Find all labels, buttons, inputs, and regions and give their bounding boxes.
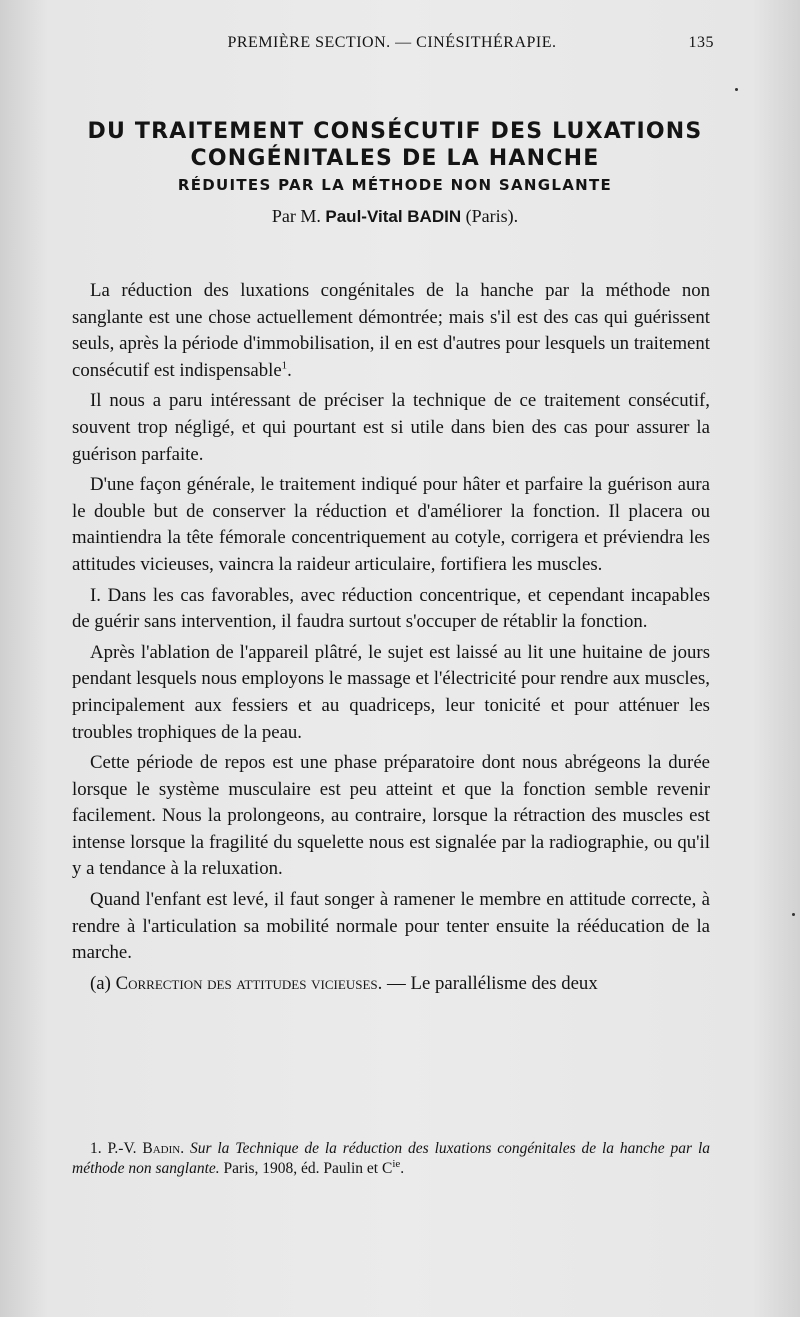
running-title: PREMIÈRE SECTION. — CINÉSITHÉRAPIE. xyxy=(227,34,557,51)
page-number: 135 xyxy=(688,34,714,51)
byline-suffix: (Paris). xyxy=(465,206,519,226)
byline xyxy=(60,203,730,230)
article-subtitle: RÉDUITES PAR LA MÉTHODE NON SANGLANTE xyxy=(177,176,613,194)
paragraph-8 xyxy=(72,971,710,998)
footnote-1 xyxy=(72,1139,710,1179)
paragraph-1-text: La réduction des luxations congénitales de la hanche par la méthode non sanglante est une chose actuellement démontrée; mais s'il est des cas qui guérissent seuls, après la période d'immobilisation, il en est d'autres pour lesquels un traitement consécutif est indispensable xyxy=(72,280,710,381)
footnote-publication-sup: ie xyxy=(392,1157,401,1170)
paragraph-2: Il nous a paru intéressant de préciser la technique de ce traitement consécutif, souvent trop négligé, et qui pourtant est si utile dans bien des cas pour assurer la guérison parfaite. xyxy=(72,390,710,465)
paragraph-1-end: . xyxy=(287,359,292,381)
paragraph-5: Après l'ablation de l'appareil plâtré, le sujet est laissé au lit une huitaine de jours pendant lesquels nous employons le massage et l'électricité pour rendre aux muscles, principalement aux fessiers et au quadriceps, leur tonicité et pour atténuer les troubles trophiques de la peau. xyxy=(72,641,710,743)
footnote-publication: Paris, 1908, éd. Paulin et C xyxy=(223,1160,393,1177)
paragraph-4: I. Dans les cas favorables, avec réduction concentrique, et cependant incapables de guérir sans intervention, il faudra surtout s'occuper de rétablir la fonction. xyxy=(72,584,710,633)
footnote xyxy=(72,1139,710,1179)
byline-prefix: Par M. xyxy=(271,206,321,226)
footnote-title: Sur la Technique de la réduction des luxations congénitales de la hanche par la méthode non sanglante. xyxy=(72,1140,711,1177)
paragraph-6: Cette période de repos est une phase préparatoire dont nous abrégeons la durée lorsque le système musculaire est peu atteint et que la fonction semble revenir facilement. Nous la prolongeons, au contraire, lorsque la rétraction des muscles est intense lorsque la fragilité du squelette nous est signalée par la radiographie, ou qu'il y a tendance à la reluxation. xyxy=(72,752,710,880)
paragraph-3: D'une façon générale, le traitement indiqué pour hâter et parfaire la guérison aura le double but de conserver la réduction et d'améliorer la fonction. Il placera ou maintiendra la tête fémorale concentriquement au cotyle, corrigera et préviendra les attitudes vicieuses, vaincra la raideur articulaire, fortifiera les muscles. xyxy=(72,474,710,575)
running-head xyxy=(70,34,714,58)
paragraph-1 xyxy=(72,278,710,384)
print-speck xyxy=(735,88,738,91)
footnote-ref: 1 xyxy=(281,359,288,372)
article-title-line-1: DU TRAITEMENT CONSÉCUTIF DES LUXATIONS xyxy=(87,119,703,144)
author-name: Paul-Vital BADIN xyxy=(325,207,462,226)
paragraph-8-text: — Le parallélisme des deux xyxy=(387,972,598,994)
article-title-block xyxy=(60,118,730,230)
section-label: (a) xyxy=(90,972,111,994)
article-title-line-2: CONGÉNITALES DE LA HANCHE xyxy=(190,146,600,171)
footnote-author: P.-V. Badin. xyxy=(107,1140,185,1157)
print-speck xyxy=(792,913,795,916)
footnote-number: 1. xyxy=(90,1140,102,1157)
section-heading: Correction des attitudes vicieuses. xyxy=(115,972,383,994)
footnote-publication-end: . xyxy=(400,1160,405,1177)
paragraph-7: Quand l'enfant est levé, il faut songer à ramener le membre en attitude correcte, à rendre à l'articulation sa mobilité normale pour tenter ensuite la rééducation de la marche. xyxy=(72,889,710,964)
article-body xyxy=(72,278,710,1001)
